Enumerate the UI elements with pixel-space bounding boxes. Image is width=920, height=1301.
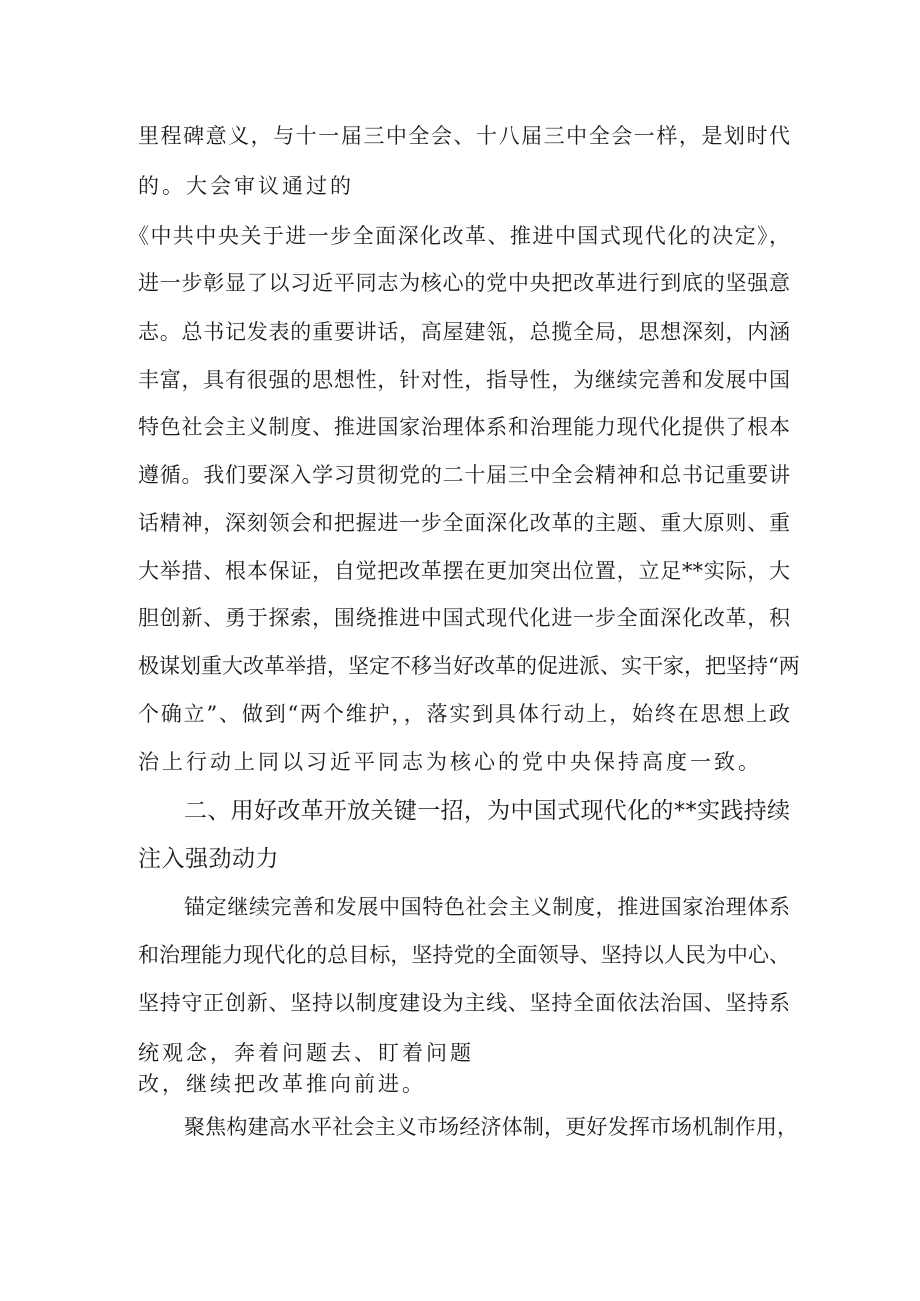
paragraph-line: 治上行动上同以习近平同志为核心的党中央保持高度一致。 [138, 750, 762, 774]
paragraph-line: 特色社会主义制度、推进国家治理体系和治理能力现代化提供了根本 [138, 415, 790, 439]
paragraph-line: 锚定继续完善和发展中国特色社会主义制度，推进国家治理体系 [184, 895, 790, 919]
paragraph-line: 极谋划重大改革举措，坚定不移当好改革的促进派、实干家，把坚持“两 [138, 654, 800, 678]
section-heading: 二、用好改革开放关键一招，为中国式现代化的**实践持续 [184, 798, 790, 824]
paragraph-line: 的。大会审议通过的 [138, 174, 354, 198]
paragraph-line: 坚持守正创新、坚持以制度建设为主线、坚持全面依法治国、坚持系 [138, 991, 790, 1015]
paragraph-line: 和治理能力现代化的总目标，坚持党的全面领导、坚持以人民为中心、 [138, 943, 790, 967]
paragraph-line: 进一步彰显了以习近平同志为核心的党中央把改革进行到底的坚强意 [138, 271, 790, 295]
paragraph-line: 统观念，奔着问题去、盯着问题 [138, 1041, 474, 1065]
paragraph-line: 遵循。我们要深入学习贯彻党的二十届三中全会精神和总书记重要讲 [138, 463, 790, 487]
paragraph-line: 丰富，具有很强的思想性，针对性，指导性，为继续完善和发展中国 [138, 368, 790, 392]
paragraph-line: 里程碑意义，与十一届三中全会、十八届三中全会一样，是划时代 [138, 124, 790, 148]
paragraph-line: 志。总书记发表的重要讲话，高屋建瓴，总揽全局，思想深刻，内涵 [138, 320, 790, 344]
paragraph-line: 改，继续把改革推向前进。 [138, 1072, 426, 1096]
paragraph-line: 胆创新、勇于探索，围绕推进中国式现代化进一步全面深化改革，积 [138, 606, 790, 630]
paragraph-line: 个确立”、做到“两个维护，，落实到具体行动上，始终在思想上政 [138, 702, 790, 726]
paragraph-line: 《中共中央关于进一步全面深化改革、推进中国式现代化的决定》， [128, 224, 790, 248]
paragraph-line: 话精神，深刻领会和把握进一步全面深化改革的主题、重大原则、重 [138, 511, 790, 535]
paragraph-line: 大举措、根本保证，自觉把改革摆在更加突出位置，立足**实际，大 [138, 559, 790, 583]
paragraph-line: 聚焦构建高水平社会主义市场经济体制，更好发挥市场机制作用， [184, 1115, 798, 1139]
section-heading: 注入强劲动力 [138, 846, 279, 872]
